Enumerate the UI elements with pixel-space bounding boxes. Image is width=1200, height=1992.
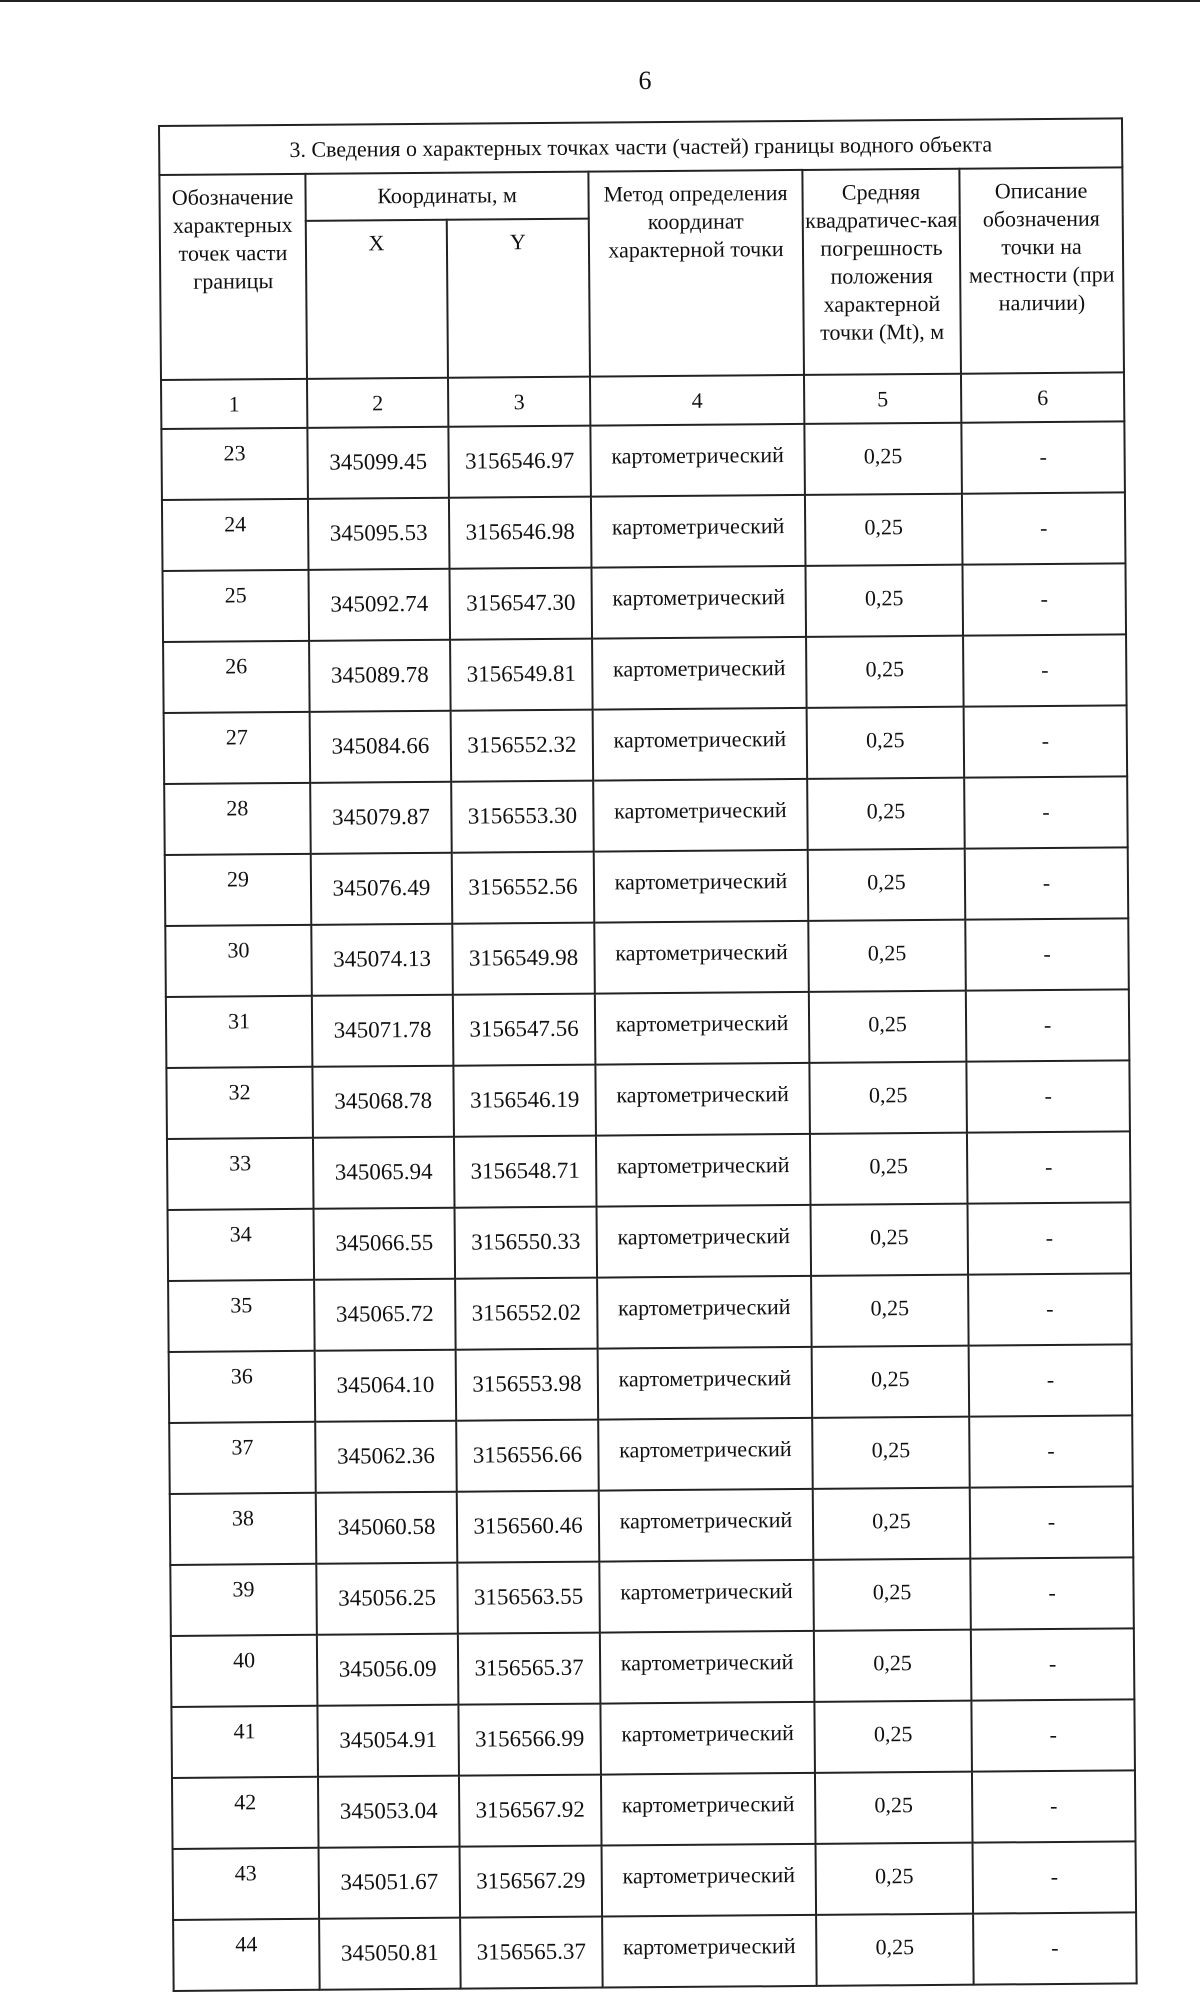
x-coordinate-cell: 345050.81 [319, 1918, 461, 1990]
x-coordinate-cell: 345056.09 [317, 1634, 459, 1706]
table-row [165, 847, 1129, 926]
error-cell: 0,25 [808, 920, 966, 992]
table-row [171, 1699, 1135, 1778]
table-row [172, 1770, 1136, 1849]
method-cell: картометрический [602, 1915, 817, 1988]
table-title: 3. Сведения о характерных точках части (частей) границы водного объекта [159, 118, 1122, 175]
description-cell: - [970, 1557, 1134, 1629]
y-coordinate-cell: 3156565.37 [458, 1633, 601, 1705]
table-row [169, 1415, 1133, 1494]
point-cell: 40 [171, 1635, 318, 1707]
method-cell: картометрический [597, 1205, 812, 1278]
x-coordinate-cell: 345065.94 [313, 1137, 455, 1209]
description-cell: - [971, 1699, 1135, 1771]
method-cell: картометрический [590, 424, 805, 497]
table-row [173, 1912, 1137, 1991]
header-error: Средняя квадратичес-кая погрешность положения характерной точки (Mt), м [802, 169, 961, 375]
column-number: 3 [448, 377, 590, 427]
point-cell: 23 [161, 428, 308, 500]
method-cell: картометрический [593, 779, 808, 852]
error-cell: 0,25 [811, 1275, 969, 1347]
header-point: Обозначение характерных точек части границы [159, 174, 307, 380]
y-coordinate-cell: 3156547.30 [449, 568, 592, 640]
error-cell: 0,25 [806, 636, 964, 708]
x-coordinate-cell: 345065.72 [314, 1279, 456, 1351]
point-cell: 35 [168, 1280, 315, 1352]
y-coordinate-cell: 3156566.99 [458, 1704, 601, 1776]
method-cell: картометрический [593, 708, 808, 781]
description-cell: - [971, 1628, 1135, 1700]
table-row [166, 1060, 1130, 1139]
description-cell: - [973, 1912, 1137, 1984]
point-cell: 32 [166, 1067, 313, 1139]
table-row [167, 1131, 1131, 1210]
y-coordinate-cell: 3156546.19 [453, 1065, 596, 1137]
description-cell: - [962, 563, 1126, 635]
error-cell: 0,25 [807, 707, 965, 779]
x-coordinate-cell: 345076.49 [311, 853, 453, 925]
method-cell: картометрический [600, 1702, 815, 1775]
x-coordinate-cell: 345068.78 [312, 1066, 454, 1138]
point-cell: 36 [169, 1351, 316, 1423]
header-description: Описание обозначения точки на местности (при наличии) [959, 167, 1124, 373]
description-cell: - [969, 1344, 1133, 1416]
point-cell: 30 [165, 925, 312, 997]
column-number: 6 [961, 372, 1124, 422]
table-row [171, 1628, 1135, 1707]
y-coordinate-cell: 3156552.02 [455, 1278, 598, 1350]
description-cell: - [964, 776, 1128, 848]
y-coordinate-cell: 3156567.29 [460, 1846, 603, 1918]
table-row [165, 918, 1129, 997]
point-cell: 42 [172, 1777, 319, 1849]
error-cell: 0,25 [814, 1701, 972, 1773]
x-coordinate-cell: 345074.13 [311, 924, 453, 996]
error-cell: 0,25 [816, 1914, 974, 1986]
y-coordinate-cell: 3156549.98 [452, 923, 595, 995]
x-coordinate-cell: 345066.55 [314, 1208, 456, 1280]
x-coordinate-cell: 345060.58 [316, 1492, 458, 1564]
table-row [166, 989, 1130, 1068]
x-coordinate-cell: 345062.36 [315, 1421, 457, 1493]
method-cell: картометрический [595, 1063, 810, 1136]
scan-top-edge [0, 0, 1200, 2]
method-cell: картометрический [591, 495, 806, 568]
method-cell: картометрический [598, 1347, 813, 1420]
y-coordinate-cell: 3156552.56 [452, 852, 595, 924]
point-cell: 38 [170, 1493, 317, 1565]
description-cell: - [973, 1841, 1137, 1913]
description-cell: - [967, 1131, 1131, 1203]
description-cell: - [966, 1060, 1130, 1132]
characteristic-points-table [158, 117, 1138, 1992]
point-cell: 34 [168, 1209, 315, 1281]
point-cell: 41 [171, 1706, 318, 1778]
error-cell: 0,25 [810, 1133, 968, 1205]
column-number: 4 [590, 375, 804, 426]
error-cell: 0,25 [813, 1488, 971, 1560]
method-cell: картометрический [599, 1489, 814, 1562]
y-coordinate-cell: 3156547.56 [453, 994, 596, 1066]
table-row [162, 492, 1126, 571]
table-row [164, 705, 1128, 784]
y-coordinate-cell: 3156548.71 [454, 1136, 597, 1208]
error-cell: 0,25 [813, 1559, 971, 1631]
y-coordinate-cell: 3156552.32 [451, 710, 594, 782]
y-coordinate-cell: 3156550.33 [455, 1207, 598, 1279]
point-cell: 28 [164, 783, 311, 855]
x-coordinate-cell: 345089.78 [309, 640, 451, 712]
error-cell: 0,25 [808, 849, 966, 921]
header-method: Метод определения координат характерной точки [588, 170, 804, 377]
y-coordinate-cell: 3156553.98 [456, 1349, 599, 1421]
method-cell: картометрический [600, 1631, 815, 1704]
x-coordinate-cell: 345092.74 [308, 569, 450, 641]
y-coordinate-cell: 3156556.66 [456, 1420, 599, 1492]
description-cell: - [970, 1486, 1134, 1558]
description-cell: - [967, 1202, 1131, 1274]
point-cell: 25 [163, 570, 310, 642]
x-coordinate-cell: 345099.45 [307, 427, 449, 499]
column-number-row [161, 372, 1124, 429]
description-cell: - [968, 1273, 1132, 1345]
point-cell: 44 [173, 1919, 320, 1991]
x-coordinate-cell: 345064.10 [315, 1350, 457, 1422]
table-row [170, 1557, 1134, 1636]
error-cell: 0,25 [805, 565, 963, 637]
error-cell: 0,25 [809, 1062, 967, 1134]
x-coordinate-cell: 345053.04 [318, 1776, 460, 1848]
header-row-1 [159, 167, 1122, 222]
method-cell: картометрический [592, 637, 807, 710]
table-row [164, 776, 1128, 855]
description-cell: - [962, 492, 1126, 564]
error-cell: 0,25 [812, 1417, 970, 1489]
x-coordinate-cell: 345084.66 [310, 711, 452, 783]
table-row [163, 634, 1127, 713]
error-cell: 0,25 [816, 1843, 974, 1915]
error-cell: 0,25 [815, 1772, 973, 1844]
header-y: Y [447, 219, 590, 378]
method-cell: картометрический [597, 1276, 812, 1349]
x-coordinate-cell: 345051.67 [319, 1847, 461, 1919]
method-cell: картометрический [596, 1134, 811, 1207]
error-cell: 0,25 [804, 423, 962, 495]
y-coordinate-cell: 3156546.97 [448, 426, 591, 498]
y-coordinate-cell: 3156560.46 [457, 1491, 600, 1563]
description-cell: - [972, 1770, 1136, 1842]
method-cell: картометрический [594, 921, 809, 994]
table-row [173, 1841, 1137, 1920]
point-cell: 31 [166, 996, 313, 1068]
x-coordinate-cell: 345054.91 [317, 1705, 459, 1777]
description-cell: - [961, 421, 1125, 493]
x-coordinate-cell: 345056.25 [316, 1563, 458, 1635]
method-cell: картометрический [591, 566, 806, 639]
error-cell: 0,25 [812, 1346, 970, 1418]
description-cell: - [963, 634, 1127, 706]
description-cell: - [965, 847, 1129, 919]
method-cell: картометрический [599, 1560, 814, 1633]
point-cell: 27 [164, 712, 311, 784]
description-cell: - [965, 918, 1129, 990]
error-cell: 0,25 [805, 494, 963, 566]
description-cell: - [964, 705, 1128, 777]
method-cell: картометрический [595, 992, 810, 1065]
method-cell: картометрический [602, 1844, 817, 1917]
table-title-row [159, 118, 1122, 175]
description-cell: - [969, 1415, 1133, 1487]
table-row [163, 563, 1127, 642]
point-cell: 26 [163, 641, 310, 713]
table-row [168, 1202, 1132, 1281]
method-cell: картометрический [594, 850, 809, 923]
x-coordinate-cell: 345095.53 [308, 498, 450, 570]
point-cell: 39 [170, 1564, 317, 1636]
table-row [168, 1273, 1132, 1352]
column-number: 2 [307, 378, 448, 428]
point-cell: 37 [169, 1422, 316, 1494]
header-coordinates: Координаты, м [305, 172, 588, 221]
x-coordinate-cell: 345071.78 [312, 995, 454, 1067]
column-number: 5 [804, 374, 961, 424]
column-number: 1 [161, 379, 307, 429]
header-x: X [306, 220, 448, 379]
y-coordinate-cell: 3156563.55 [457, 1562, 600, 1634]
y-coordinate-cell: 3156549.81 [450, 639, 593, 711]
point-cell: 24 [162, 499, 309, 571]
x-coordinate-cell: 345079.87 [310, 782, 452, 854]
y-coordinate-cell: 3156546.98 [449, 497, 592, 569]
method-cell: картометрический [601, 1773, 816, 1846]
y-coordinate-cell: 3156565.37 [460, 1917, 603, 1989]
error-cell: 0,25 [807, 778, 965, 850]
error-cell: 0,25 [814, 1630, 972, 1702]
error-cell: 0,25 [809, 991, 967, 1063]
error-cell: 0,25 [811, 1204, 969, 1276]
point-cell: 43 [173, 1848, 320, 1920]
description-cell: - [966, 989, 1130, 1061]
page-number: 6 [638, 66, 652, 95]
table-row [169, 1344, 1133, 1423]
table-row [161, 421, 1125, 500]
table-row [170, 1486, 1134, 1565]
point-cell: 29 [165, 854, 312, 926]
y-coordinate-cell: 3156553.30 [451, 781, 594, 853]
method-cell: картометрический [598, 1418, 813, 1491]
point-cell: 33 [167, 1138, 314, 1210]
y-coordinate-cell: 3156567.92 [459, 1775, 602, 1847]
